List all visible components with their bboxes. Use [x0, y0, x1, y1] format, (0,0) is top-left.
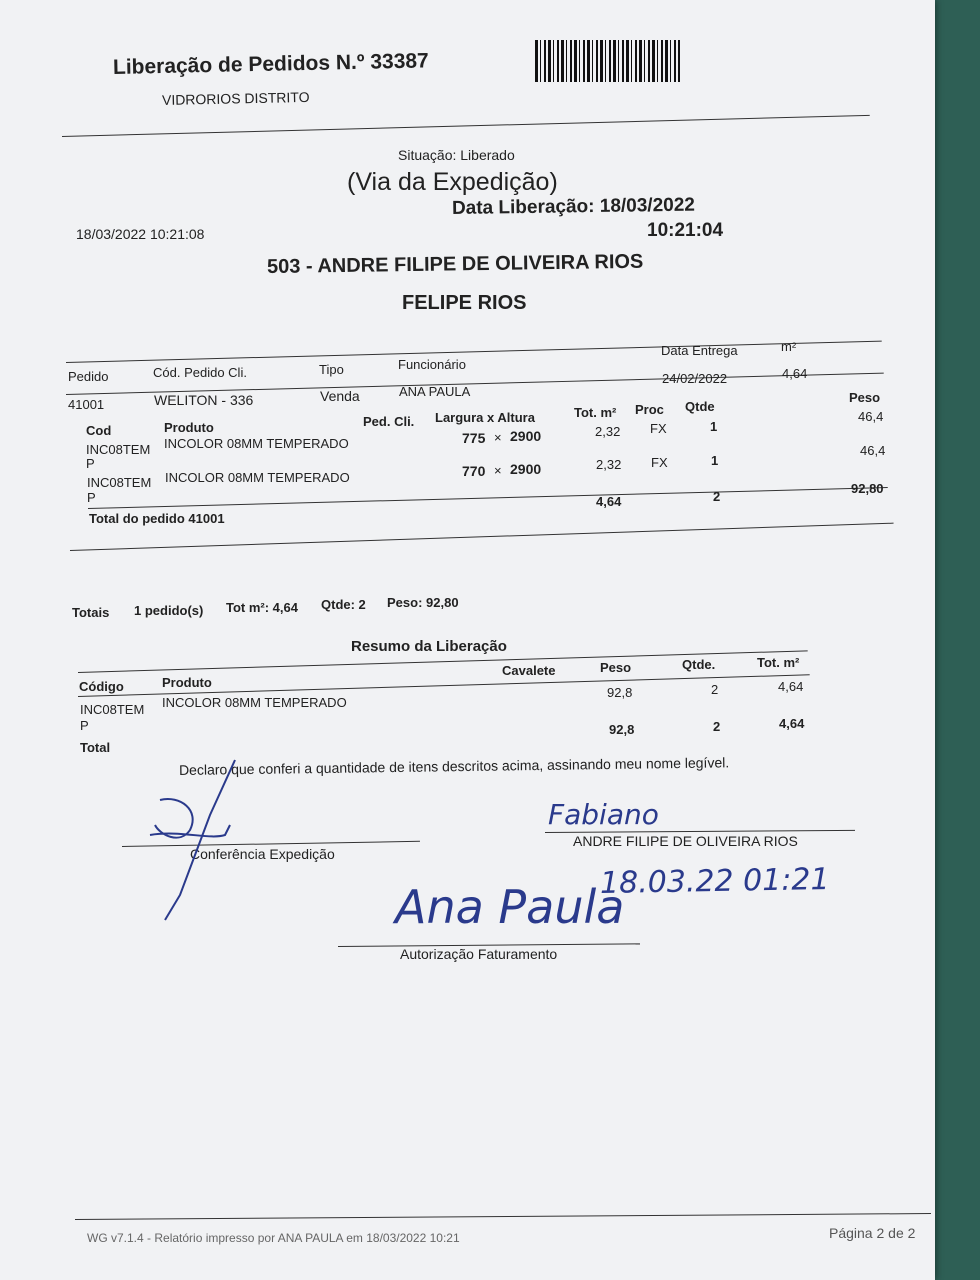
totals-pedidos: 1 pedido(s): [134, 603, 204, 618]
item-tot-m2: 2,32: [595, 424, 621, 439]
col-header-funcionario: Funcionário: [398, 357, 466, 372]
item-qtde: 1: [711, 453, 719, 468]
printed-timestamp: 18/03/2022 10:21:08: [76, 226, 205, 242]
items-header-proc: Proc: [635, 402, 664, 417]
company-name: VIDRORIOS DISTRITO: [161, 88, 310, 108]
item-peso: 46,4: [858, 409, 884, 424]
status-text: Situação: Liberado: [398, 147, 515, 163]
divider: [70, 523, 894, 551]
release-time: 10:21:04: [647, 220, 724, 241]
conferencia-label: Conferência Expedição: [190, 846, 335, 862]
item-cod-suffix: P: [87, 490, 96, 505]
item-largura: 770: [462, 463, 486, 479]
order-total-label: Total do pedido 41001: [89, 511, 225, 526]
summary-header-peso: Peso: [600, 660, 632, 675]
order-m2: 4,64: [782, 366, 808, 381]
divider: [62, 115, 870, 137]
summary-peso: 92,8: [607, 685, 633, 700]
items-header-largura-altura: Largura x Altura: [435, 410, 535, 425]
order-data-entrega: 24/02/2022: [662, 371, 728, 386]
order-cod-pedido-cli: WELITON - 336: [154, 392, 254, 408]
client-signature: Fabiano: [548, 798, 659, 831]
items-header-produto: Produto: [164, 420, 214, 435]
order-total-qtde: 2: [713, 489, 721, 504]
order-total-tot-m2: 4,64: [596, 494, 622, 509]
item-cod: INC08TEM: [87, 475, 152, 490]
col-header-m2: m²: [781, 339, 797, 354]
barcode: [535, 40, 680, 82]
declaration-text: Declaro que conferi a quantidade de itens descritos acima, assinando meu nome legível.: [178, 754, 730, 778]
item-qtde: 1: [710, 419, 718, 434]
summary-cod-suffix: P: [80, 718, 89, 733]
client-name: 503 - ANDRE FILIPE DE OLIVEIRA RIOS: [266, 250, 644, 278]
item-cod-suffix: P: [86, 456, 95, 471]
summary-header-qtde: Qtde.: [682, 657, 716, 672]
items-header-cod: Cod: [86, 423, 112, 438]
handwritten-date: 18.03.22 01:21: [599, 861, 830, 901]
col-header-cod-pedido-cli: Cód. Pedido Cli.: [153, 365, 247, 380]
item-produto: INCOLOR 08MM TEMPERADO: [164, 436, 349, 451]
order-funcionario: ANA PAULA: [399, 384, 471, 399]
summary-cod: INC08TEM: [80, 702, 145, 717]
page-number: Página 2 de 2: [829, 1225, 916, 1241]
order-total-peso: 92,80: [851, 481, 884, 496]
item-largura: 775: [462, 430, 486, 446]
items-header-ped-cli: Ped. Cli.: [363, 414, 415, 429]
summary-header-codigo: Código: [79, 679, 124, 694]
item-cod: INC08TEM: [86, 442, 151, 457]
divider: [66, 341, 882, 363]
order-pedido: 41001: [68, 397, 105, 412]
summary-total-peso: 92,8: [609, 722, 635, 737]
item-proc: FX: [651, 455, 668, 470]
footer-report-info: WG v7.1.4 - Relatório impresso por ANA PAULA em 18/03/2022 10:21: [87, 1231, 460, 1245]
item-altura: 2900: [510, 428, 542, 444]
summary-header-cavalete: Cavalete: [502, 663, 556, 678]
summary-qtde: 2: [711, 682, 719, 697]
divider: [88, 487, 888, 509]
totals-label: Totais: [72, 605, 110, 620]
authorization-signature: Ana Paula: [395, 880, 625, 934]
document-title: Liberação de Pedidos N.º 33387: [112, 49, 429, 79]
summary-total-qtde: 2: [713, 719, 721, 734]
client-nickname: FELIPE RIOS: [402, 292, 527, 314]
summary-header-tot-m2: Tot. m²: [757, 655, 800, 670]
client-signature-name: ANDRE FILIPE DE OLIVEIRA RIOS: [573, 833, 798, 849]
summary-total-label: Total: [80, 740, 111, 755]
item-x-sep: ×: [494, 430, 502, 445]
totals-tot-m2: Tot m²: 4,64: [226, 600, 298, 615]
conferencia-signature: [140, 755, 250, 925]
col-header-pedido: Pedido: [68, 369, 109, 384]
item-produto: INCOLOR 08MM TEMPERADO: [165, 470, 350, 485]
release-date: Data Liberação: 18/03/2022: [451, 194, 696, 219]
summary-tot-m2: 4,64: [778, 679, 804, 694]
divider: [75, 1213, 931, 1220]
col-header-data-entrega: Data Entrega: [661, 343, 738, 358]
item-peso: 46,4: [860, 443, 886, 458]
totals-peso: Peso: 92,80: [387, 595, 459, 610]
summary-title: Resumo da Liberação: [351, 638, 507, 655]
autorizacao-label: Autorização Faturamento: [400, 946, 558, 962]
item-proc: FX: [650, 421, 667, 436]
items-header-tot-m2: Tot. m²: [574, 405, 617, 420]
col-header-tipo: Tipo: [319, 362, 344, 377]
summary-header-produto: Produto: [162, 675, 212, 690]
items-header-qtde: Qtde: [685, 399, 715, 414]
summary-produto: INCOLOR 08MM TEMPERADO: [162, 695, 347, 710]
item-tot-m2: 2,32: [596, 457, 622, 472]
summary-total-tot-m2: 4,64: [779, 716, 805, 731]
items-header-peso: Peso: [849, 390, 881, 405]
totals-qtde: Qtde: 2: [321, 597, 366, 612]
via-label: (Via da Expedição): [347, 168, 558, 196]
item-x-sep: ×: [494, 463, 502, 478]
item-altura: 2900: [510, 461, 542, 477]
order-tipo: Venda: [320, 388, 360, 404]
